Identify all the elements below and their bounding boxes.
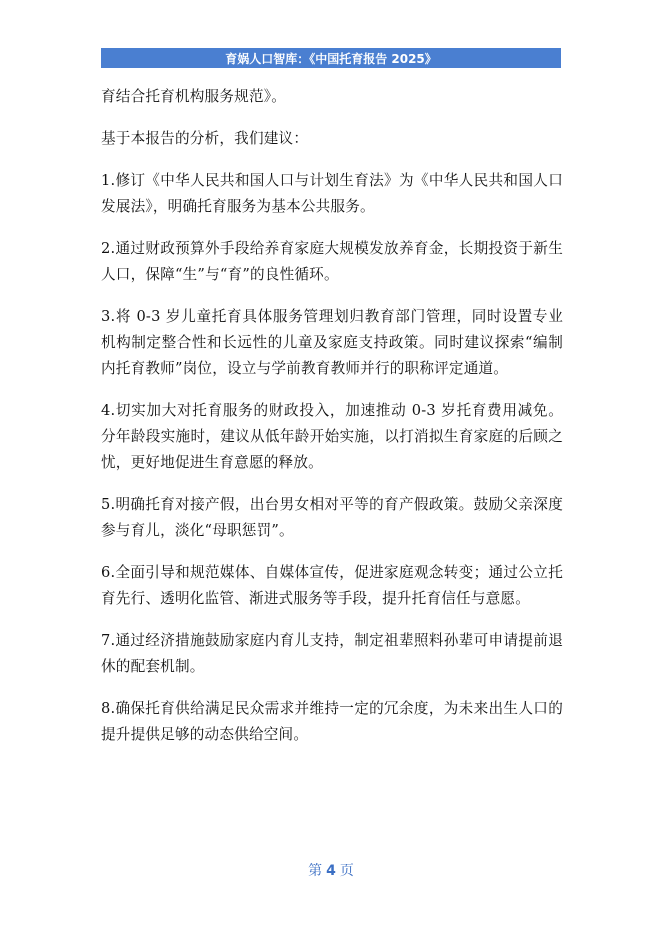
header-title: 育娲人口智库：《中国托育报告 2025》	[225, 51, 437, 66]
document-body	[101, 84, 563, 748]
page-label-suffix: 页	[339, 863, 354, 879]
recommendation-4: 4.切实加大对托育服务的财政投入，加速推动 0-3 岁托育费用减免。分年龄段实施时，建议从低年龄开始实施，以打消拟生育家庭的后顾之忧，更好地促进生育意愿的释放。	[101, 402, 563, 471]
recommendation-2: 2.通过财政预算外手段给养育家庭大规模发放养育金，长期投资于新生人口，保障“生”与“育”的良性循环。	[101, 240, 563, 283]
recommendation-5: 5.明确托育对接产假，出台男女相对平等的育产假政策。鼓励父亲深度参与育儿，淡化“母职惩罚”。	[101, 496, 563, 539]
recommendation-8: 8.确保托育供给满足民众需求并维持一定的冗余度，为未来出生人口的提升提供足够的动态供给空间。	[101, 700, 563, 743]
recommendation-3: 3.将 0-3 岁儿童托育具体服务管理划归教育部门管理，同时设置专业机构制定整合性和长远性的儿童及家庭支持政策。同时建议探索“编制内托育教师”岗位，设立与学前教育教师并行的职称评定通道。	[101, 308, 563, 377]
recommendation-1: 1.修订《中华人民共和国人口与计划生育法》为《中华人民共和国人口发展法》，明确托育服务为基本公共服务。	[101, 172, 563, 215]
page-label-prefix: 第	[308, 863, 323, 879]
recommendation-6: 6.全面引导和规范媒体、自媒体宣传，促进家庭观念转变；通过公立托育先行、透明化监管、渐进式服务等手段，提升托育信任与意愿。	[101, 564, 563, 607]
paragraph-continuation: 育结合托育机构服务规范》。	[101, 88, 287, 105]
page-number: 4	[326, 863, 336, 879]
recommendation-7: 7.通过经济措施鼓励家庭内育儿支持，制定祖辈照料孙辈可申请提前退休的配套机制。	[101, 632, 563, 675]
page-header	[101, 48, 561, 68]
paragraph-intro: 基于本报告的分析，我们建议：	[101, 130, 309, 147]
page-footer	[0, 860, 662, 880]
